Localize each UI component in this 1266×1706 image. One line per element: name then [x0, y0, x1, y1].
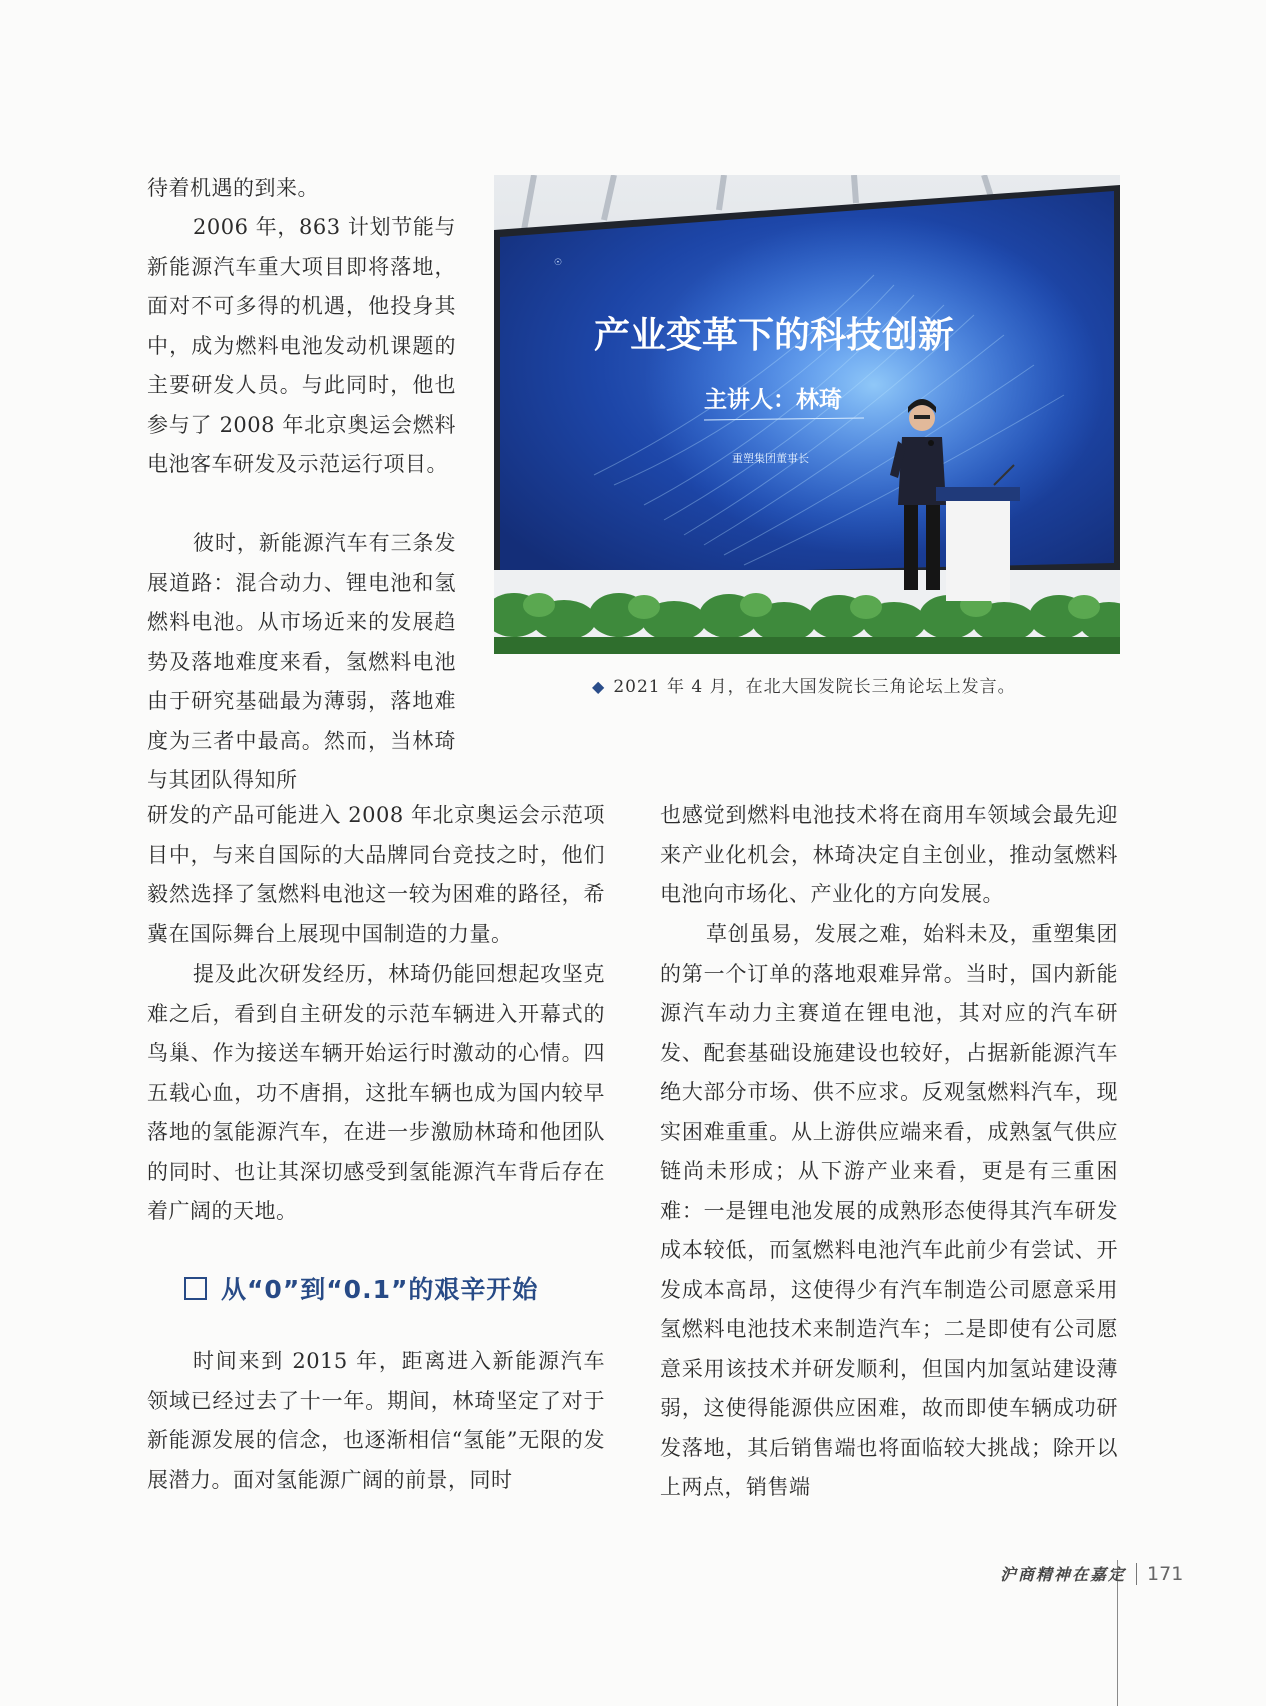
section-heading [184, 1270, 538, 1306]
diamond-bullet-icon: ◆ [592, 677, 606, 696]
photo-illustration [494, 175, 1120, 654]
page-footer [1000, 1562, 1183, 1585]
paragraph-4: 研发的产品可能进入 2008 年北京奥运会示范项目中，与来自国际的大品牌同台竞技之时，他们毅然选择了氢燃料电池这一较为困难的路径，希冀在国际舞台上展现中国制造的力量。 [147, 803, 605, 946]
paragraph-8: 草创虽易，发展之难，始料未及，重塑集团的第一个订单的落地艰难异常。当时，国内新能源汽车动力主赛道在锂电池，其对应的汽车研发、配套基础设施建设也较好，占据新能源汽车绝大部分市场、供不应求。反观氢燃料汽车，现实困难重重。从上游供应端来看，成熟氢气供应链尚未形成；从下游产业来看，更是有三重困难：一是锂电池发展的成熟形态使得其汽车研发成本较低，而氢燃料电池汽车此前少有尝试、开发成本高昂，这使得少有汽车制造公司愿意采用氢燃料电池技术来制造汽车；二是即使有公司愿意采用该技术并研发顺利，但国内加氢站建设薄弱，这使得能源供应困难，故而即使车辆成功研发落地，其后销售端也将面临较大挑战；除开以上两点，销售端 [660, 922, 1118, 1499]
footer-separator [1136, 1563, 1137, 1585]
screen-speaker: 主讲人：林琦 [704, 387, 842, 413]
page-number: 171 [1147, 1562, 1184, 1585]
paragraph-2: 2006 年，863 计划节能与新能源汽车重大项目即将落地，面对不可多得的机遇，他投身其中，成为燃料电池发动机课题的主要研发人员。与此同时，他也参与了 2008 年北京奥运会燃料电池客车研发及示范运行项目。 [147, 215, 456, 476]
paragraph-3: 彼时，新能源汽车有三条发展道路：混合动力、锂电池和氢燃料电池。从市场近来的发展趋势及落地难度来看，氢燃料电池由于研究基础最为薄弱，落地难度为三者中最高。然而，当林琦与其团队得知所 [147, 531, 456, 792]
screen-title: 产业变革下的科技创新 [594, 315, 955, 356]
journal-title: 沪商精神在嘉定 [1000, 1565, 1127, 1584]
photo-forum-speech [494, 175, 1120, 654]
screen-role: 重塑集团董事长 [732, 452, 809, 465]
svg-text:☉: ☉ [554, 258, 563, 268]
section-heading-text: 从“0”到“0.1”的艰辛开始 [221, 1275, 539, 1304]
paragraph-1: 待着机遇的到来。 [147, 176, 319, 200]
paragraph-7: 也感觉到燃料电池技术将在商用车领域会最先迎来产业化机会，林琦决定自主创业，推动氢燃料电池向市场化、产业化的方向发展。 [660, 803, 1118, 906]
caption-text: 2021 年 4 月，在北大国发院长三角论坛上发言。 [613, 677, 1016, 697]
paragraph-6: 时间来到 2015 年，距离进入新能源汽车领域已经过去了十一年。期间，林琦坚定了对于新能源发展的信念，也逐渐相信“氢能”无限的发展潜力。面对氢能源广阔的前景，同时 [147, 1349, 605, 1492]
paragraph-5: 提及此次研发经历，林琦仍能回想起攻坚克难之后，看到自主研发的示范车辆进入开幕式的鸟巢、作为接送车辆开始运行时激动的心情。四五载心血，功不唐捐，这批车辆也成为国内较早落地的氢能源汽车，在进一步激励林琦和他团队的同时、也让其深切感受到氢能源汽车背后存在着广阔的天地。 [147, 962, 605, 1223]
checkbox-square-icon [184, 1277, 207, 1300]
photo-caption [592, 672, 1016, 697]
